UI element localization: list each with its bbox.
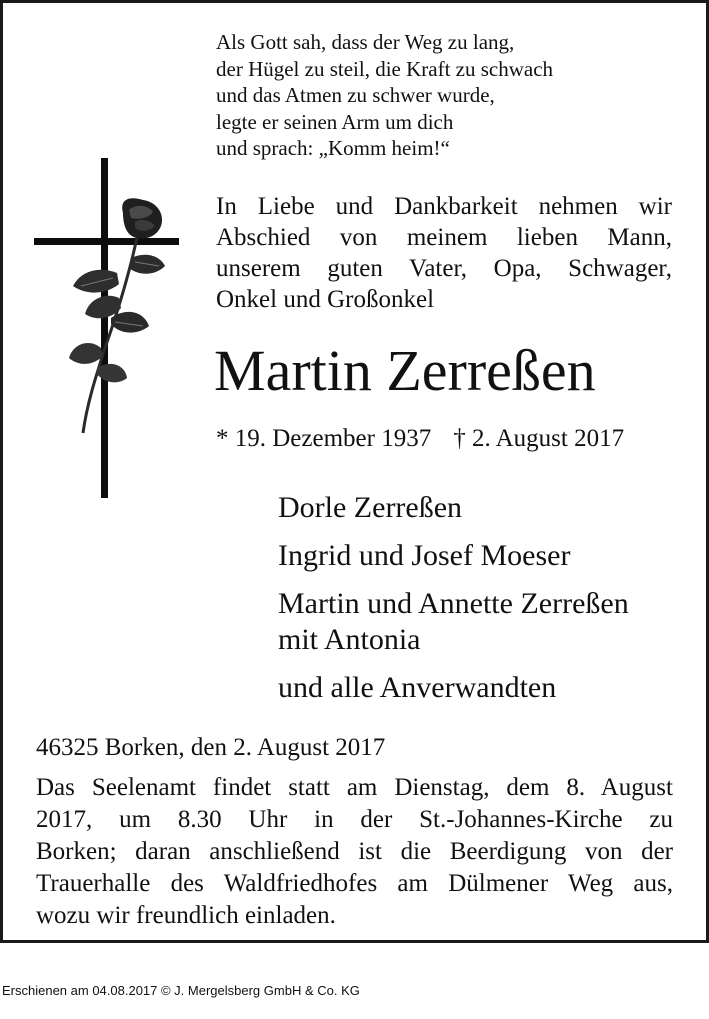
intro-line: Abschied von meinem lieben Mann, — [216, 224, 672, 251]
death-date: † 2. August 2017 — [453, 425, 625, 452]
cross-with-rose-icon — [31, 158, 191, 503]
intro-text — [216, 191, 672, 315]
poem-line: und sprach: „Komm heim!“ — [216, 136, 450, 160]
intro-line: unserem guten Vater, Opa, Schwager, — [216, 255, 672, 282]
service-line: 2017, um 8.30 Uhr in der St.-Johannes-Kirche zu — [36, 806, 673, 833]
life-dates — [216, 423, 624, 455]
birth-date: * 19. Dezember 1937 — [216, 425, 432, 452]
rose-icon — [69, 198, 165, 433]
service-line: wozu wir freundlich einladen. — [36, 902, 336, 929]
service-line: Das Seelenamt findet statt am Dienstag, dem 8. August — [36, 774, 673, 801]
poem-line: Als Gott sah, dass der Weg zu lang, — [216, 30, 515, 54]
publication-footer: Erschienen am 04.08.2017 © J. Mergelsberg GmbH & Co. KG — [2, 983, 360, 998]
service-line: Borken; daran anschließend ist die Beerdigung von der — [36, 838, 673, 865]
mourner: Ingrid und Josef Moeser — [278, 539, 571, 572]
service-line: Trauerhalle des Waldfriedhofes am Dülmener Weg aus, — [36, 870, 673, 897]
intro-line: Onkel und Großonkel — [216, 286, 435, 313]
mourner: mit Antonia — [278, 623, 421, 656]
mourner: Dorle Zerreßen — [278, 491, 463, 524]
place-and-date: 46325 Borken, den 2. August 2017 — [36, 734, 386, 761]
mourner: und alle Anverwandten — [278, 671, 557, 704]
deceased-name: Martin Zerreßen — [214, 338, 596, 403]
poem-line: und das Atmen zu schwer wurde, — [216, 83, 495, 107]
mourner: Martin und Annette Zerreßen — [278, 587, 629, 620]
poem-line: legte er seinen Arm um dich — [216, 109, 454, 134]
service-info — [36, 772, 673, 932]
poem-line: der Hügel zu steil, die Kraft zu schwach — [216, 56, 554, 81]
mourners-list — [278, 490, 629, 718]
poem — [216, 29, 553, 162]
intro-line: In Liebe und Dankbarkeit nehmen wir — [216, 193, 672, 220]
